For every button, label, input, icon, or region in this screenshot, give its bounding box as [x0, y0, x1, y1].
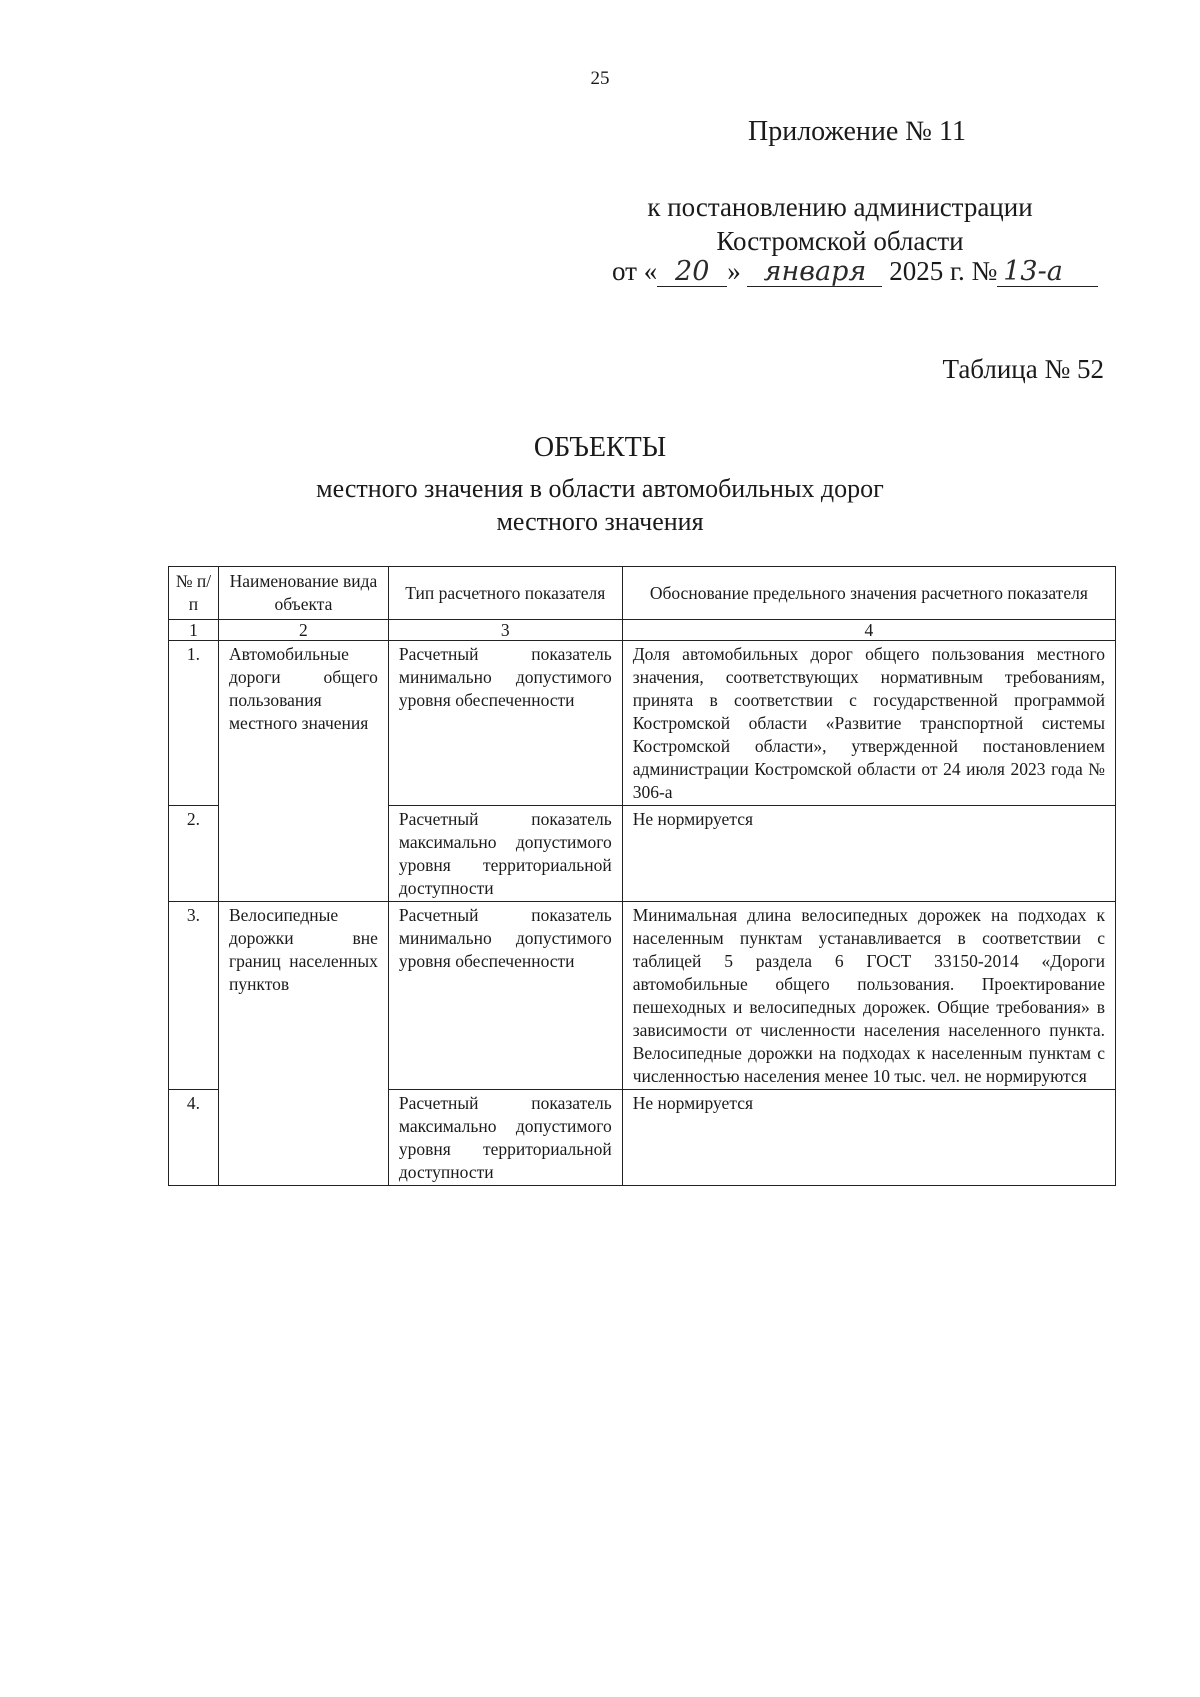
- subtitle-line-1: местного значения в области автомобильных дорог: [316, 474, 884, 503]
- header-cell-num: № п/п: [169, 567, 219, 620]
- justification-cell: Не нормируется: [622, 1090, 1115, 1186]
- document-subtitle: [0, 472, 1200, 538]
- justification-cell: Не нормируется: [622, 806, 1115, 902]
- resolution-caption: [620, 190, 1060, 258]
- indicator-cell: Расчетный показатель максимально допустимого уровня территориальной доступности: [388, 806, 622, 902]
- justification-cell: Минимальная длина велосипедных дорожек на подходах к населенным пунктам устанавливается в соответствии с таблицей 5 раздела 6 ГОСТ 33150-2014 «Дороги автомобильные общего пользования. Проектирование пешеходных и велосипедных дорожек. Общие требования» в зависимости от численности населения населенного пункта. Велосипедные дорожки на подходах к населенным пунктам с численностью населения менее 10 тыс. чел. не нормируются: [622, 902, 1115, 1090]
- resolution-line-2: Костромской области: [716, 226, 964, 256]
- date-middle: »: [727, 256, 741, 286]
- page-number: 25: [590, 68, 610, 89]
- column-number: 2: [218, 620, 388, 641]
- justification-cell: Доля автомобильных дорог общего пользования местного значения, соответствующих нормативным требованиям, принята в соответствии с государственной программой Костромской области «Развитие транспортной системы Костромской области», утвержденной постановлением администрации Костромской области от 24 июля 2023 года № 306-а: [622, 641, 1115, 806]
- row-number: 1.: [169, 641, 219, 806]
- table-row: [169, 902, 1116, 1090]
- column-number-row: [169, 620, 1116, 641]
- table-row: [169, 641, 1116, 806]
- row-number: 3.: [169, 902, 219, 1090]
- subtitle-line-2: местного значения: [496, 507, 704, 536]
- resolution-date-line: [612, 256, 1098, 287]
- table-label: Таблица № 52: [942, 354, 1104, 384]
- date-prefix: от «: [612, 256, 658, 286]
- document-title: ОБЪЕКТЫ: [533, 432, 667, 463]
- object-type-cell: Автомобильные дороги общего пользования местного значения: [218, 641, 388, 902]
- indicator-cell: Расчетный показатель минимально допустимого уровня обеспеченности: [388, 902, 622, 1090]
- date-year: 2025 г. №: [889, 256, 998, 286]
- row-number: 4.: [169, 1090, 219, 1186]
- date-month-handwritten: января: [747, 258, 882, 287]
- appendix-label: Приложение № 11: [748, 116, 966, 147]
- header-cell-justification: Обоснование предельного значения расчетного показателя: [622, 567, 1115, 620]
- table-header-row: [169, 567, 1116, 620]
- objects-table: [168, 566, 1116, 1186]
- header-cell-object: Наименование вида объекта: [218, 567, 388, 620]
- date-day-handwritten: 20: [657, 258, 727, 287]
- object-type-cell: Велосипедные дорожки вне границ населенных пунктов: [218, 902, 388, 1186]
- resolution-line-1: к постановлению администрации: [647, 192, 1033, 222]
- resolution-number-handwritten: 13-а: [997, 258, 1098, 287]
- column-number: 3: [388, 620, 622, 641]
- row-number: 2.: [169, 806, 219, 902]
- header-cell-indicator: Тип расчетного показателя: [388, 567, 622, 620]
- indicator-cell: Расчетный показатель минимально допустимого уровня обеспеченности: [388, 641, 622, 806]
- column-number: 1: [169, 620, 219, 641]
- indicator-cell: Расчетный показатель максимально допустимого уровня территориальной доступности: [388, 1090, 622, 1186]
- column-number: 4: [622, 620, 1115, 641]
